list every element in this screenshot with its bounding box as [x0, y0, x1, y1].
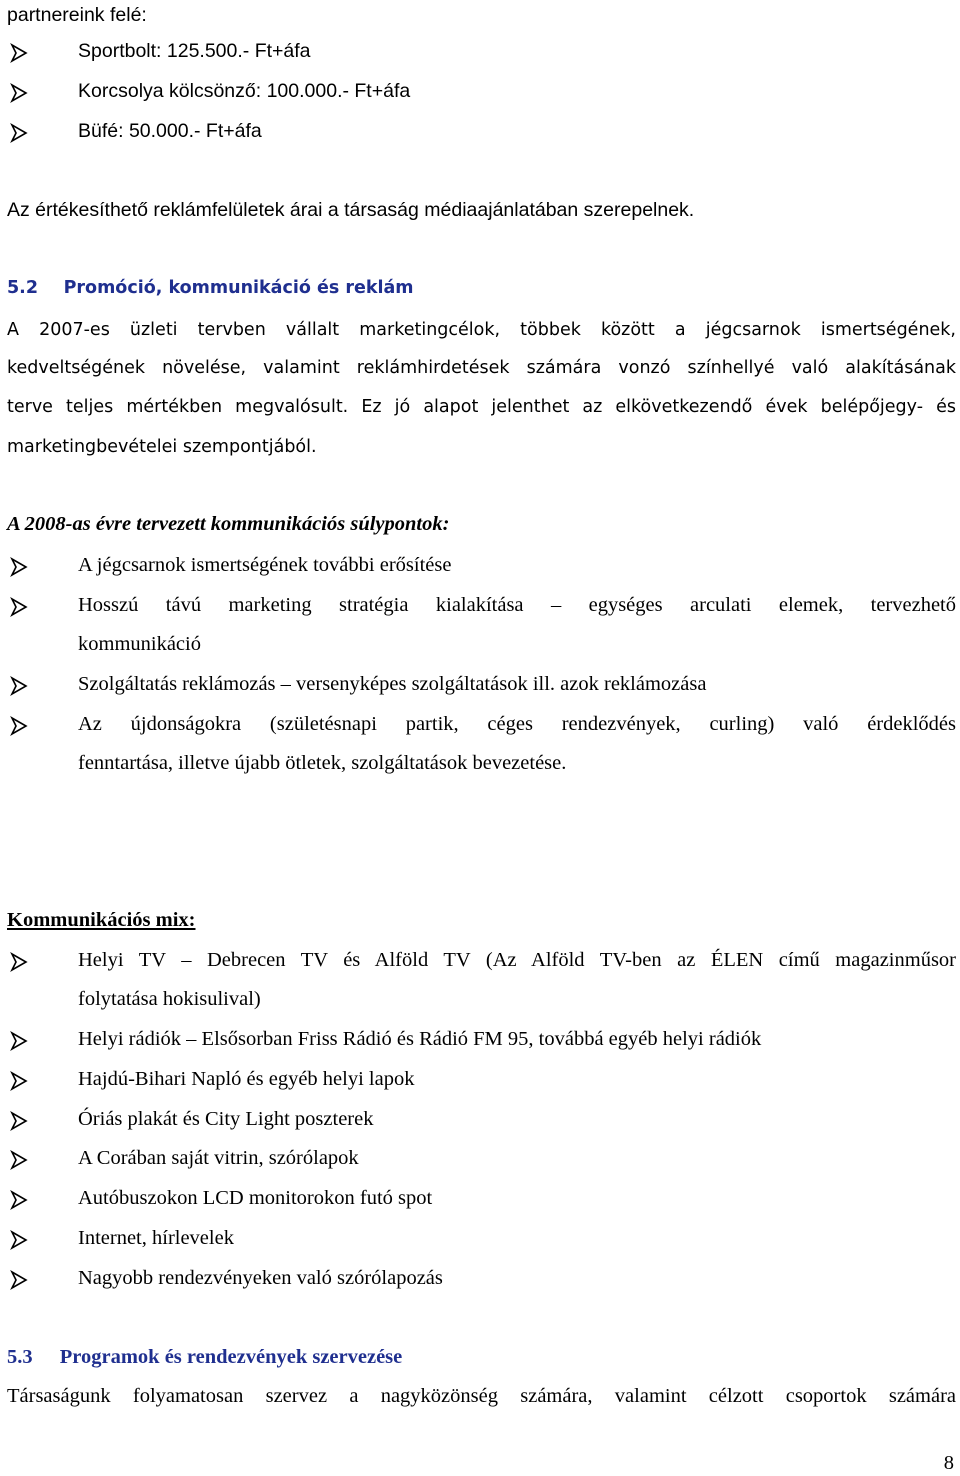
section-heading-5-2 — [7, 278, 414, 298]
arrow-bullet-icon — [9, 557, 29, 577]
arrow-bullet-icon — [9, 1190, 29, 1210]
priorities-heading: A 2008-as évre tervezett kommunikációs súlypontok: — [7, 513, 450, 535]
list-item-text: fenntartása, illetve újabb ötletek, szolgáltatások bevezetése. — [78, 752, 567, 774]
list-item-text: Internet, hírlevelek — [78, 1227, 234, 1249]
mix-heading: Kommunikációs mix: — [7, 909, 196, 931]
list-item-text: Hosszú távú marketing stratégia kialakítása – egységes arculati elemek, tervezhető — [78, 594, 956, 616]
list-item-text: folytatása hokisulival) — [78, 988, 261, 1010]
paragraph-line: kedveltségének növelése, valamint reklámhirdetések számára vonzó színhellyé való alakításának — [7, 358, 956, 378]
paragraph-line — [7, 397, 956, 417]
price-item: Büfé: 50.000.- Ft+áfa — [78, 120, 262, 142]
arrow-bullet-icon — [9, 123, 29, 143]
list-item-text: Nagyobb rendezvényeken való szórólapozás — [78, 1267, 443, 1289]
media-note: Az értékesíthető reklámfelületek árai a társaság médiaajánlatában szerepelnek. — [7, 199, 695, 221]
paragraph-fragment: Ez jó alapot jelenthet az elkövetkezendő évek belépőjegy- és — [361, 397, 956, 417]
list-item-text: Autóbuszokon LCD monitorokon futó spot — [78, 1187, 433, 1209]
section-number: 5.3 — [7, 1346, 33, 1368]
arrow-bullet-icon — [9, 1031, 29, 1051]
list-item-text: Helyi TV – Debrecen TV és Alföld TV (Az Alföld TV-ben az ÉLEN című magazinműsor — [78, 949, 956, 971]
section-heading-5-3 — [7, 1346, 402, 1369]
paragraph-line: A 2007-es üzleti tervben vállalt marketingcélok, többek között a jégcsarnok ismertségének, — [7, 320, 956, 340]
arrow-bullet-icon — [9, 597, 29, 617]
list-item-text: kommunikáció — [78, 633, 201, 655]
list-item-text: Szolgáltatás reklámozás – versenyképes szolgáltatások ill. azok reklámozása — [78, 673, 707, 695]
list-item-text: Óriás plakát és City Light poszterek — [78, 1108, 374, 1130]
arrow-bullet-icon — [9, 1071, 29, 1091]
arrow-bullet-icon — [9, 716, 29, 736]
price-item: Korcsolya kölcsönző: 100.000.- Ft+áfa — [78, 80, 411, 102]
list-item-text: Helyi rádiók – Elsősorban Friss Rádió és Rádió FM 95, továbbá egyéb helyi rádiók — [78, 1028, 762, 1050]
section-number: 5.2 — [7, 278, 39, 298]
arrow-bullet-icon — [9, 1270, 29, 1290]
arrow-bullet-icon — [9, 1230, 29, 1250]
arrow-bullet-icon — [9, 952, 29, 972]
list-item-text: A Corában saját vitrin, szórólapok — [78, 1147, 359, 1169]
paragraph-line: Társaságunk folyamatosan szervez a nagyközönség számára, valamint célzott csoportok számára — [7, 1385, 956, 1407]
arrow-bullet-icon — [9, 1150, 29, 1170]
list-item-text: Az újdonságokra (születésnapi partik, céges rendezvények, curling) való érdeklődés — [78, 713, 956, 735]
arrow-bullet-icon — [9, 43, 29, 63]
list-item-text: Hajdú-Bihari Napló és egyéb helyi lapok — [78, 1068, 415, 1090]
arrow-bullet-icon — [9, 83, 29, 103]
page-number: 8 — [943, 1452, 954, 1474]
paragraph-line: marketingbevételei szempontjából. — [7, 437, 317, 457]
section-title: Programok és rendezvények szervezése — [59, 1346, 403, 1368]
price-item: Sportbolt: 125.500.- Ft+áfa — [78, 40, 311, 62]
arrow-bullet-icon — [9, 676, 29, 696]
list-item-text: A jégcsarnok ismertségének további erősítése — [78, 554, 452, 576]
arrow-bullet-icon — [9, 1111, 29, 1131]
paragraph-fragment: terve teljes mértékben megvalósult. — [7, 397, 349, 417]
section-title: Promóció, kommunikáció és reklám — [63, 278, 414, 298]
intro-label: partnereink felé: — [7, 4, 147, 26]
